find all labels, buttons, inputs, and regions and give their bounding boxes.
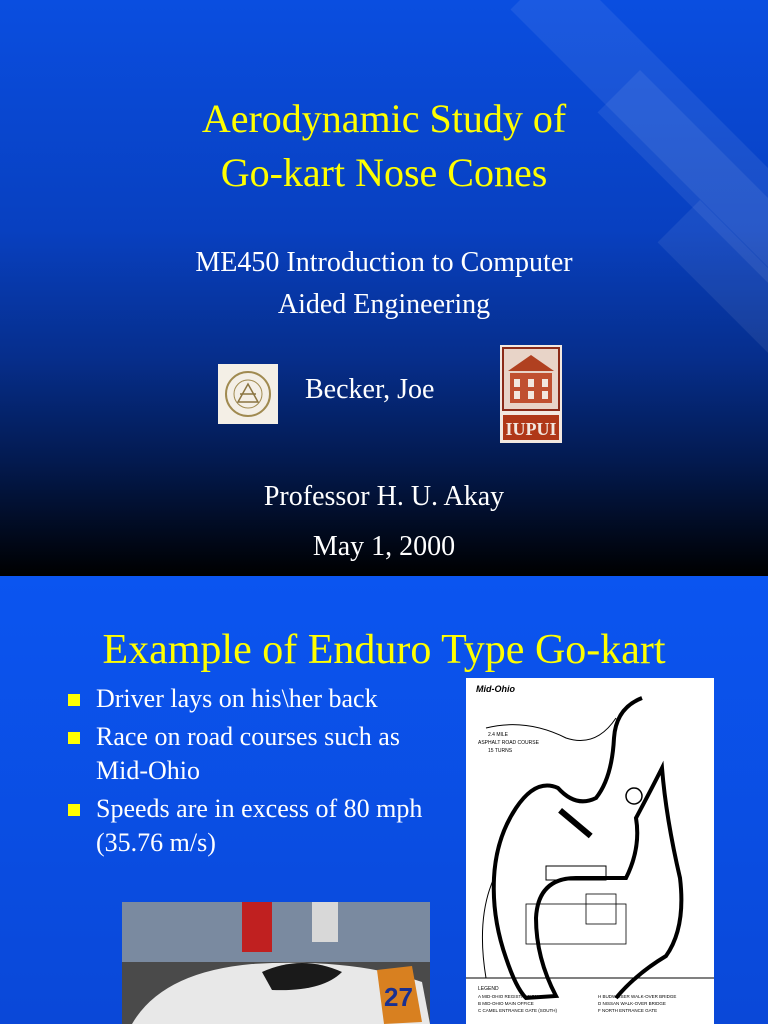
- map-brand: Mid-Ohio: [476, 684, 515, 694]
- legend-item: C CAMEL ENTRANCE GATE (SOUTH): [478, 1008, 558, 1013]
- map-heading-1: 2.4 MILE: [488, 732, 509, 738]
- map-heading-2: ASPHALT ROAD COURSE: [478, 740, 539, 746]
- bullet-list: [66, 682, 436, 864]
- slide-title: [0, 92, 768, 200]
- legend-title: LEGEND: [478, 986, 499, 992]
- kart-number: 27: [384, 982, 413, 1012]
- title-line-1: Aerodynamic Study of: [201, 96, 567, 141]
- legend-item: F NORTH ENTRANCE GATE: [598, 1008, 658, 1013]
- bullet-item: Speeds are in excess of 80 mph (35.76 m/s): [66, 792, 436, 860]
- presentation-date: May 1, 2000: [312, 531, 456, 562]
- legend-item: H BUDWEISER WALK-OVER BRIDGE: [598, 994, 677, 999]
- go-kart-photo: [122, 902, 430, 1024]
- professor-name: Professor H. U. Akay: [263, 481, 505, 512]
- square-bullet-icon: [68, 732, 80, 744]
- subtitle-line-2: Aided Engineering: [277, 289, 491, 320]
- bullet-item: Driver lays on his\her back: [66, 682, 436, 716]
- bullet-item: Race on road courses such as Mid-Ohio: [66, 720, 436, 788]
- legend-item: B MID-OHIO MAIN OFFICE: [478, 1001, 534, 1006]
- square-bullet-icon: [68, 804, 80, 816]
- legend-item: D NISSAN WALK-OVER BRIDGE: [598, 1001, 666, 1006]
- iupui-logo: [500, 345, 562, 443]
- iupui-logo-text: IUPUI: [505, 419, 557, 439]
- map-heading-3: 15 TURNS: [488, 748, 513, 754]
- mid-ohio-track-map: [466, 678, 714, 1024]
- example-slide: [0, 576, 768, 1024]
- subtitle-line-1: ME450 Introduction to Computer: [195, 247, 573, 278]
- legend-item: A MID-OHIO REGISTRATION: [478, 994, 538, 999]
- slide-title: Example of Enduro Type Go-kart: [102, 627, 666, 673]
- professor-block: [0, 472, 768, 572]
- title-line-2: Go-kart Nose Cones: [220, 150, 548, 195]
- square-bullet-icon: [68, 694, 80, 706]
- course-subtitle: [0, 242, 768, 326]
- author-name: Becker, Joe: [305, 374, 435, 405]
- purdue-seal-logo: [218, 364, 278, 424]
